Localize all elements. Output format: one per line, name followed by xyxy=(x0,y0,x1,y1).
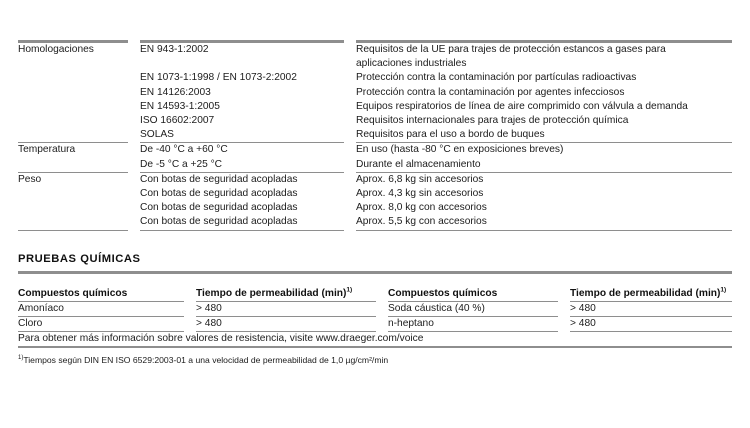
table-row xyxy=(18,71,732,85)
permeation-header-text: Tiempo de permeabilidad (min) xyxy=(570,288,721,299)
table-row xyxy=(18,100,732,114)
spec-row-description: Aprox. 6,8 kg sin accesorios xyxy=(356,173,484,185)
table-row xyxy=(18,158,732,172)
header-compound-left: Compuestos químicos xyxy=(18,288,128,299)
table-row xyxy=(18,128,732,142)
footnote-ref: 1) xyxy=(720,286,727,294)
chemical-table-header-row xyxy=(18,287,732,301)
spec-row-description: Aprox. 4,3 kg sin accesorios xyxy=(356,188,484,200)
spec-row-standard: ISO 16602:2007 xyxy=(140,115,215,127)
table-row xyxy=(18,215,732,229)
cell-compound-right: Soda cáustica (40 %) xyxy=(388,303,485,314)
spec-row-label xyxy=(18,128,140,142)
table-row xyxy=(18,114,732,128)
table-row xyxy=(18,187,732,201)
section-title: PRUEBAS QUÍMICAS xyxy=(18,253,141,265)
spec-row-label xyxy=(18,187,140,201)
spec-row-description: Requisitos para el uso a bordo de buques xyxy=(356,129,545,141)
spec-row-description: Requisitos de la UE para trajes de protección estancos a gases para xyxy=(356,44,666,55)
spec-row-label: Homologaciones xyxy=(18,44,94,55)
table-row xyxy=(18,173,732,187)
spec-row-standard: Con botas de seguridad acopladas xyxy=(140,173,298,185)
spec-row-description: Aprox. 5,5 kg con accesorios xyxy=(356,216,487,228)
spec-row-description: Aprox. 8,0 kg con accesorios xyxy=(356,202,487,214)
spec-row-standard: EN 14126:2003 xyxy=(140,86,211,98)
spec-row-description: aplicaciones industriales xyxy=(356,58,467,70)
chemical-tests-table-wrapper xyxy=(18,287,732,366)
spec-row-standard: Con botas de seguridad acopladas xyxy=(140,216,298,228)
section-title-rule xyxy=(18,271,732,274)
spec-row-label xyxy=(18,215,140,229)
spec-row-label xyxy=(18,201,140,215)
spec-row-label xyxy=(18,100,140,114)
header-permeation-right xyxy=(570,287,732,301)
cell-time-right: > 480 xyxy=(570,318,596,329)
footnote-text: Tiempos según DIN EN ISO 6529:2003-01 a una velocidad de permeabilidad de 1,0 µg/cm²/min xyxy=(23,355,389,365)
table-row xyxy=(18,57,732,71)
spec-row-description: En uso (hasta -80 °C en exposiciones breves) xyxy=(356,144,564,156)
cell-compound-left: Cloro xyxy=(18,318,43,329)
cell-time-right: > 480 xyxy=(570,303,596,314)
spec-row-label xyxy=(18,158,140,172)
more-info-text: Para obtener más información sobre valores de resistencia, visite www.draeger.com/voice xyxy=(18,333,424,344)
table-row xyxy=(18,86,732,100)
spec-row-standard: Con botas de seguridad acopladas xyxy=(140,188,298,200)
footnote-marker: 1) xyxy=(18,355,24,362)
spec-row-standard: EN 1073-1:1998 / EN 1073-2:2002 xyxy=(140,72,297,84)
cell-time-left: > 480 xyxy=(196,303,222,314)
footnote-ref: 1) xyxy=(346,286,353,294)
spec-row-label: Temperatura xyxy=(18,144,76,156)
spec-row-standard xyxy=(140,57,356,71)
spec-row-description: Durante el almacenamiento xyxy=(356,158,481,170)
specifications-table-wrapper xyxy=(18,40,732,231)
table-row xyxy=(18,43,732,57)
spec-row-standard: SOLAS xyxy=(140,129,174,141)
spec-row-label xyxy=(18,86,140,100)
spec-row-standard: Con botas de seguridad acopladas xyxy=(140,202,298,214)
table-row xyxy=(18,317,732,331)
footnote xyxy=(18,348,732,366)
chemical-section-heading xyxy=(18,253,732,274)
table-row xyxy=(18,201,732,215)
header-permeation-left xyxy=(196,287,388,301)
spec-row-description: Protección contra la contaminación por agentes infecciosos xyxy=(356,86,625,98)
spec-row-label: Peso xyxy=(18,173,42,185)
specifications-table xyxy=(18,40,732,231)
spec-row-standard: EN 943-1:2002 xyxy=(140,44,209,55)
spec-row-label xyxy=(18,57,140,71)
spec-row-standard: EN 14593-1:2005 xyxy=(140,100,220,112)
cell-time-left: > 480 xyxy=(196,318,222,329)
spec-row-description: Equipos respiratorios de línea de aire comprimido con válvula a demanda xyxy=(356,100,688,112)
spec-row-label xyxy=(18,71,140,85)
table-separator xyxy=(18,230,732,231)
cell-compound-right: n-heptano xyxy=(388,318,434,329)
spec-row-label xyxy=(18,114,140,128)
table-row xyxy=(18,143,732,157)
cell-compound-left: Amoníaco xyxy=(18,303,64,314)
chemical-tests-table xyxy=(18,287,732,348)
spec-row-standard: De -5 °C a +25 °C xyxy=(140,158,223,170)
table-row xyxy=(18,302,732,316)
spec-row-standard: De -40 °C a +60 °C xyxy=(140,144,228,156)
header-compound-right: Compuestos químicos xyxy=(388,288,498,299)
spec-row-description: Requisitos internacionales para trajes de protección química xyxy=(356,115,629,127)
more-info-row xyxy=(18,332,732,346)
spec-row-description: Protección contra la contaminación por partículas radioactivas xyxy=(356,72,637,84)
permeation-header-text: Tiempo de permeabilidad (min) xyxy=(196,288,347,299)
